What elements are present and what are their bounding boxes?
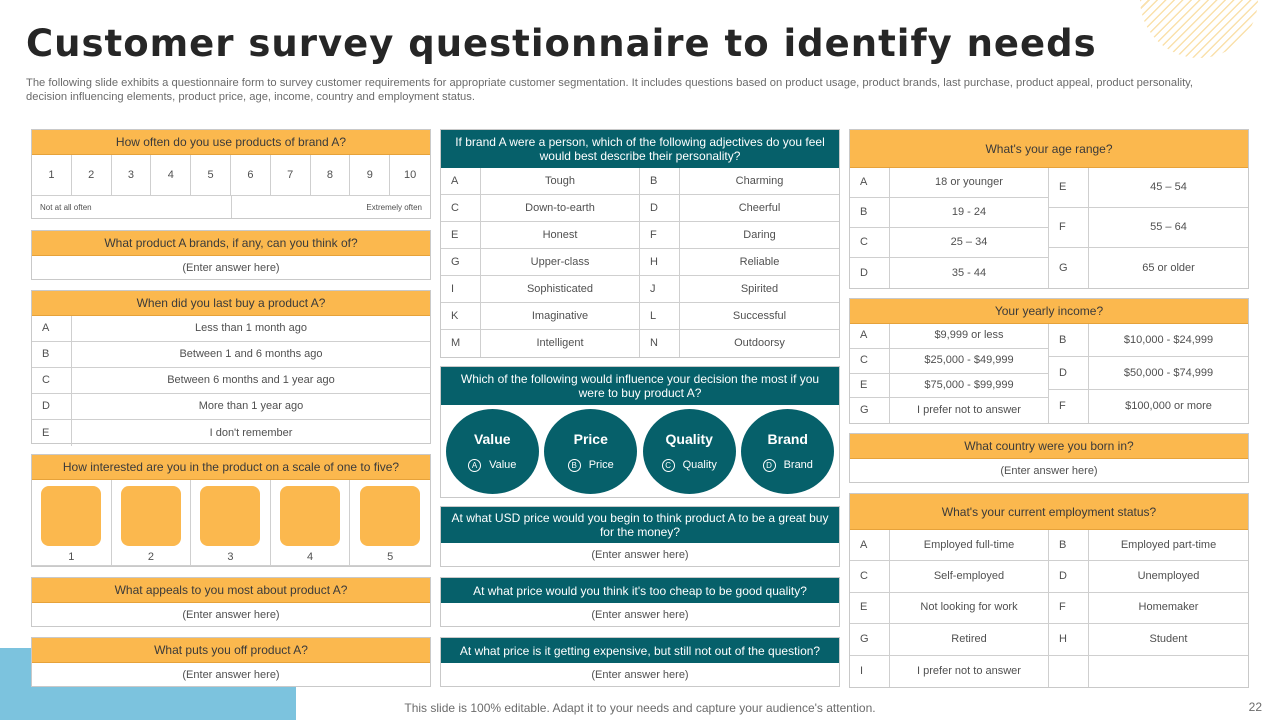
option-text[interactable]: Tough: [481, 168, 640, 195]
option-text[interactable]: 35 - 44: [890, 258, 1049, 288]
answer-field[interactable]: (Enter answer here): [182, 608, 280, 621]
answer-field[interactable]: (Enter answer here): [591, 668, 689, 681]
slide-title: Customer survey questionnaire to identify needs: [26, 22, 1097, 65]
option-letter: B: [1049, 530, 1089, 561]
option-letter: F: [1049, 208, 1089, 248]
scale-low-label: Not at all often: [32, 196, 232, 218]
option-text[interactable]: Retired: [890, 624, 1049, 655]
option-letter: I: [850, 656, 890, 687]
scale-option[interactable]: 9: [350, 155, 390, 196]
option-letter: F: [1049, 390, 1089, 423]
option-text[interactable]: Reliable: [680, 249, 839, 276]
option-text[interactable]: Outdoorsy: [734, 337, 785, 349]
option-text[interactable]: 65 or older: [1142, 261, 1195, 274]
too-cheap-price-question: [440, 577, 840, 627]
option-letter-badge: A: [468, 459, 481, 472]
answer-field[interactable]: (Enter answer here): [182, 261, 280, 274]
answer-field[interactable]: (Enter answer here): [591, 548, 689, 561]
option-text[interactable]: I prefer not to answer: [890, 398, 1049, 423]
empty-option-cell: [1089, 656, 1248, 687]
scale-high-label: Extremely often: [366, 202, 422, 212]
age-range-question: [849, 129, 1249, 289]
usage-frequency-question: [31, 129, 431, 219]
option-letter: A: [850, 168, 890, 198]
option-letter: G: [1049, 248, 1089, 288]
option-letter: E: [850, 374, 890, 399]
question-header: How interested are you in the product on a scale of one to five?: [32, 455, 430, 480]
option-text[interactable]: 25 – 34: [890, 228, 1049, 258]
option-letter: H: [640, 249, 680, 276]
interest-option[interactable]: [191, 480, 271, 566]
option-letter: I: [441, 276, 481, 303]
footer-note: This slide is 100% editable. Adapt it to your needs and capture your audience's attention.: [404, 701, 876, 715]
option-letter: G: [441, 249, 481, 276]
rating-label: 2: [147, 551, 154, 563]
yearly-income-question: [849, 298, 1249, 424]
question-header: Which of the following would influence your decision the most if you were to buy product A?: [441, 367, 839, 405]
option-letter: N: [640, 330, 680, 357]
option-text[interactable]: Employed part-time: [1089, 530, 1248, 561]
option-text[interactable]: $25,000 - $49,999: [890, 349, 1049, 374]
empty-letter-cell: [1049, 656, 1089, 687]
option-text[interactable]: Intelligent: [481, 330, 640, 357]
scale-option[interactable]: 7: [271, 155, 311, 196]
question-header: What's your age range?: [850, 130, 1248, 168]
question-header: What puts you off product A?: [32, 638, 430, 663]
option-text[interactable]: $75,000 - $99,999: [890, 374, 1049, 399]
option-text[interactable]: Sophisticated: [481, 276, 640, 303]
scale-option[interactable]: 4: [151, 155, 191, 196]
decorative-striped-circle: [1140, 0, 1258, 58]
interest-option[interactable]: [350, 480, 430, 566]
rating-label: 1: [68, 551, 75, 563]
option-title: Quality: [665, 430, 713, 447]
option-letter: D: [640, 195, 680, 222]
scale-option[interactable]: 6: [231, 155, 271, 196]
page-number: 22: [1248, 700, 1262, 714]
option-letter: G: [850, 398, 890, 423]
put-off-question: [31, 637, 431, 687]
answer-field[interactable]: (Enter answer here): [591, 608, 689, 621]
option-text[interactable]: Daring: [680, 222, 839, 249]
option-text[interactable]: Spirited: [680, 276, 839, 303]
option-letter: E: [1049, 168, 1089, 208]
option-letter: K: [441, 303, 481, 330]
option-letter: H: [1049, 624, 1089, 655]
rating-label: 5: [387, 551, 394, 563]
option-text[interactable]: 19 - 24: [890, 198, 1049, 228]
option-text[interactable]: Less than 1 month ago: [72, 316, 430, 342]
option-text[interactable]: $9,999 or less: [890, 324, 1049, 349]
rating-box[interactable]: [41, 486, 101, 546]
birth-country-question: [849, 433, 1249, 483]
option-letter-badge: D: [763, 459, 776, 472]
question-header: At what price is it getting expensive, but still not out of the question?: [441, 638, 839, 663]
option-letter: B: [32, 342, 72, 368]
scale-option[interactable]: 3: [112, 155, 152, 196]
interest-scale-question: [31, 454, 431, 567]
option-text[interactable]: 18 or younger: [890, 168, 1049, 198]
option-text[interactable]: Self-employed: [890, 561, 1049, 592]
option-letter: D: [850, 258, 890, 288]
option-text[interactable]: Imaginative: [481, 303, 640, 330]
rating-label: 4: [307, 551, 314, 563]
question-header: At what USD price would you begin to think product A to be a great buy for the money?: [441, 507, 839, 543]
option-text[interactable]: Student: [1089, 624, 1248, 655]
question-header: What appeals to you most about product A?: [32, 578, 430, 603]
option-text[interactable]: I don't remember: [209, 426, 293, 439]
interest-option[interactable]: [32, 480, 112, 566]
option-letter: C: [441, 195, 481, 222]
slide-subtitle: The following slide exhibits a questionnaire form to survey customer requirements for appropriate customer segmentation. It includes questions based on product usage, product brands, last purchase, product appeal, product personality, decision influencing elements, product price, age, income, country and employment status.: [26, 77, 1194, 103]
option-label: Brand: [783, 459, 813, 471]
option-text[interactable]: Employed full-time: [890, 530, 1049, 561]
question-header: When did you last buy a product A?: [32, 291, 430, 316]
rating-box[interactable]: [200, 486, 260, 546]
question-header: If brand A were a person, which of the following adjectives do you feel would best describe their personality?: [441, 130, 839, 168]
option-letter: M: [441, 330, 481, 357]
option-letter: D: [1049, 357, 1089, 390]
great-buy-price-question: [440, 506, 840, 567]
option-letter-badge: B: [568, 459, 581, 472]
option-text[interactable]: I prefer not to answer: [890, 656, 1049, 687]
option-letter: F: [1049, 593, 1089, 624]
option-letter: A: [850, 530, 890, 561]
option-letter: C: [850, 228, 890, 258]
rating-box[interactable]: [121, 486, 181, 546]
question-header: What product A brands, if any, can you think of?: [32, 231, 430, 256]
option-letter: C: [850, 349, 890, 374]
option-title: Price: [573, 430, 608, 447]
question-header: How often do you use products of brand A?: [32, 130, 430, 155]
expensive-price-question: [440, 637, 840, 687]
option-label: Value: [489, 459, 517, 471]
option-text[interactable]: Successful: [680, 303, 839, 330]
option-letter: D: [32, 394, 72, 420]
option-text[interactable]: Honest: [481, 222, 640, 249]
last-purchase-question: [31, 290, 431, 444]
option-letter-badge: C: [662, 459, 675, 472]
option-letter: A: [850, 324, 890, 349]
option-text[interactable]: Homemaker: [1089, 593, 1248, 624]
option-label: Quality: [682, 459, 717, 471]
influence-option-quality[interactable]: [643, 409, 736, 494]
option-letter: E: [850, 593, 890, 624]
scale-option[interactable]: 10: [390, 155, 430, 196]
option-text[interactable]: $10,000 - $24,999: [1089, 324, 1248, 357]
option-text[interactable]: 55 – 64: [1089, 208, 1248, 248]
answer-field[interactable]: (Enter answer here): [1000, 464, 1098, 477]
personality-question: [440, 129, 840, 358]
option-letter: E: [441, 222, 481, 249]
interest-option[interactable]: [112, 480, 192, 566]
option-text[interactable]: Unemployed: [1089, 561, 1248, 592]
option-text[interactable]: 45 – 54: [1089, 168, 1248, 208]
question-header: Your yearly income?: [850, 299, 1248, 324]
option-text[interactable]: $100,000 or more: [1125, 400, 1212, 412]
option-text[interactable]: Charming: [680, 168, 839, 195]
option-text[interactable]: $50,000 - $74,999: [1089, 357, 1248, 390]
option-letter: D: [1049, 561, 1089, 592]
option-letter: B: [850, 198, 890, 228]
option-letter: G: [850, 624, 890, 655]
scale-option[interactable]: 8: [311, 155, 351, 196]
option-text[interactable]: Down-to-earth: [481, 195, 640, 222]
option-text[interactable]: More than 1 year ago: [72, 394, 430, 420]
option-label: Price: [588, 459, 614, 471]
rating-box[interactable]: [280, 486, 340, 546]
appeal-question: [31, 577, 431, 627]
question-header: At what price would you think it's too cheap to be good quality?: [441, 578, 839, 603]
option-text[interactable]: Upper-class: [481, 249, 640, 276]
option-text[interactable]: Cheerful: [680, 195, 839, 222]
employment-status-question: [849, 493, 1249, 688]
answer-field[interactable]: (Enter answer here): [182, 668, 280, 681]
brands-recall-question: [31, 230, 431, 280]
option-letter: J: [640, 276, 680, 303]
scale-option[interactable]: 2: [72, 155, 112, 196]
option-letter: A: [441, 168, 481, 195]
option-letter: F: [640, 222, 680, 249]
influence-option-price[interactable]: [544, 409, 637, 494]
option-text[interactable]: Between 1 and 6 months ago: [72, 342, 430, 368]
option-letter: E: [32, 420, 72, 446]
rating-box[interactable]: [360, 486, 420, 546]
influence-option-brand[interactable]: [741, 409, 834, 494]
scale-option[interactable]: 1: [32, 155, 72, 196]
question-header: What country were you born in?: [850, 434, 1248, 459]
option-text[interactable]: Not looking for work: [890, 593, 1049, 624]
option-title: Brand: [767, 430, 808, 447]
rating-label: 3: [227, 551, 234, 563]
option-letter: L: [640, 303, 680, 330]
option-text[interactable]: Between 6 months and 1 year ago: [72, 368, 430, 394]
option-letter: B: [640, 168, 680, 195]
option-letter: B: [1049, 324, 1089, 357]
option-letter: A: [32, 316, 72, 342]
option-letter: C: [850, 561, 890, 592]
option-letter: C: [32, 368, 72, 394]
decision-influence-question: [440, 366, 840, 498]
interest-option[interactable]: [271, 480, 351, 566]
influence-option-value[interactable]: [446, 409, 539, 494]
question-header: What's your current employment status?: [850, 494, 1248, 530]
option-title: Value: [473, 430, 511, 447]
scale-option[interactable]: 5: [191, 155, 231, 196]
